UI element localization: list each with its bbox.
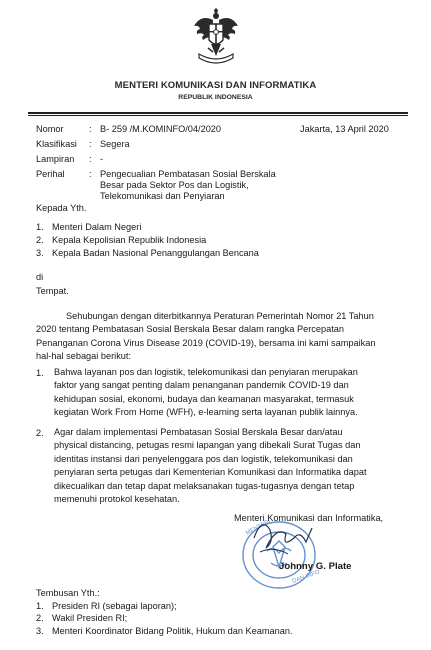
paragraph-line: kehidupan sosial, ekonomi, budaya dan keamanan masyarakat, termasuk (54, 393, 354, 404)
di-text: di (36, 272, 44, 282)
colon: : (89, 124, 92, 134)
klasifikasi-value: Segera (100, 139, 130, 149)
addressee-item: Kepala Kepolisian Republik Indonesia (52, 235, 207, 245)
perihal-line: Pengecualian Pembatasan Sosial Berskala (100, 169, 276, 179)
paragraph-line: hal-hal sebagai berikut: (36, 351, 131, 362)
addressee-num: 2. (36, 235, 44, 245)
perihal-line: Besar pada Sektor Pos dan Logistik, (100, 180, 249, 190)
point-1-paragraph (54, 366, 404, 420)
lampiran-value: - (100, 154, 104, 164)
paragraph-line: Bahwa layanan pos dan logistik, telekomunikasi dan penyiaran merupakan (54, 367, 358, 377)
cc-num: 3. (36, 626, 44, 636)
ministry-title: MENTERI KOMUNIKASI DAN INFORMATIKA (114, 80, 317, 91)
svg-text:MENTERI: MENTERI (245, 518, 272, 537)
colon: : (89, 154, 92, 164)
lampiran-label: Lampiran (36, 154, 75, 164)
cc-intro: Tembusan Yth.: (36, 588, 100, 598)
paragraph-line: physical distancing, petugas resmi lapangan yang dibekali Surat Tugas dan (54, 440, 361, 451)
nomor-value: B- 259 /M.KOMINFO/04/2020 (100, 124, 222, 134)
paragraph-line: Agar dalam implementasi Pembatasan Sosial Berskala Besar dan/atau (54, 427, 343, 437)
cc-num: 2. (36, 613, 44, 623)
country-title: REPUBLIK INDONESIA (178, 94, 253, 101)
addressee-num: 1. (36, 222, 44, 232)
garuda-emblem-icon (193, 8, 239, 64)
cc-item: Menteri Koordinator Bidang Politik, Hukum dan Keamanan. (52, 626, 293, 636)
perihal-line: Telekomunikasi dan Penyiaran (100, 191, 225, 201)
point-number: 1. (36, 368, 44, 378)
colon: : (89, 139, 92, 149)
colon: : (89, 169, 92, 179)
addressee-num: 3. (36, 248, 44, 258)
paragraph-line: Sehubungan dengan diterbitkannya Peraturan Pemerintah Nomor 21 Tahun (66, 311, 374, 321)
addressee-intro: Kepada Yth. (36, 203, 87, 213)
intro-paragraph (36, 310, 406, 364)
paragraph-line: dikecualikan dan tetap dapat melaksanakan tugas-tugasnya dengan tetap (54, 480, 355, 491)
cc-item: Wakil Presiden RI; (52, 613, 128, 623)
svg-text:DAN INFO: DAN INFO (291, 569, 321, 585)
signatory-name: Johnny G. Plate (279, 561, 352, 572)
addressee-item: Kepala Badan Nasional Penanggulangan Bencana (52, 248, 259, 258)
cc-item: Presiden RI (sebagai laporan); (52, 601, 177, 611)
paragraph-line: faktor yang sangat penting dalam penanganan pandemik COVID-19 dan (54, 380, 349, 391)
klasifikasi-label: Klasifikasi (36, 139, 77, 149)
letter-date: Jakarta, 13 April 2020 (300, 124, 389, 134)
paragraph-line: identitas instansi dari penyelenggara pos dan logistik, telekomunikasi dan (54, 453, 353, 464)
point-2-paragraph (54, 426, 404, 506)
nomor-label: Nomor (36, 124, 64, 134)
point-number: 2. (36, 428, 44, 438)
cc-num: 1. (36, 601, 44, 611)
paragraph-line: kegiatan Work From Home (WFH), e-learning serta layanan publik lainnya. (54, 407, 358, 418)
header-rule (28, 112, 408, 114)
paragraph-line: memenuhi protokol kesehatan. (54, 494, 180, 505)
addressee-item: Menteri Dalam Negeri (52, 222, 142, 232)
paragraph-line: Penanganan Corona Virus Disease 2019 (COVID-19), bersama ini kami sampaikan (36, 337, 376, 348)
header-rule-thin (28, 115, 408, 116)
paragraph-line: 2020 tentang Pembatasan Sosial Berskala Besar dalam rangka Percepatan (36, 324, 344, 335)
tempat-text: Tempat. (36, 286, 69, 296)
signatory-title: Menteri Komunikasi dan Informatika, (234, 513, 384, 523)
perihal-label: Perihal (36, 169, 65, 179)
paragraph-line: penyiaran serta petugas dari Kementerian Komunikasi dan Informatika dapat (54, 467, 367, 478)
